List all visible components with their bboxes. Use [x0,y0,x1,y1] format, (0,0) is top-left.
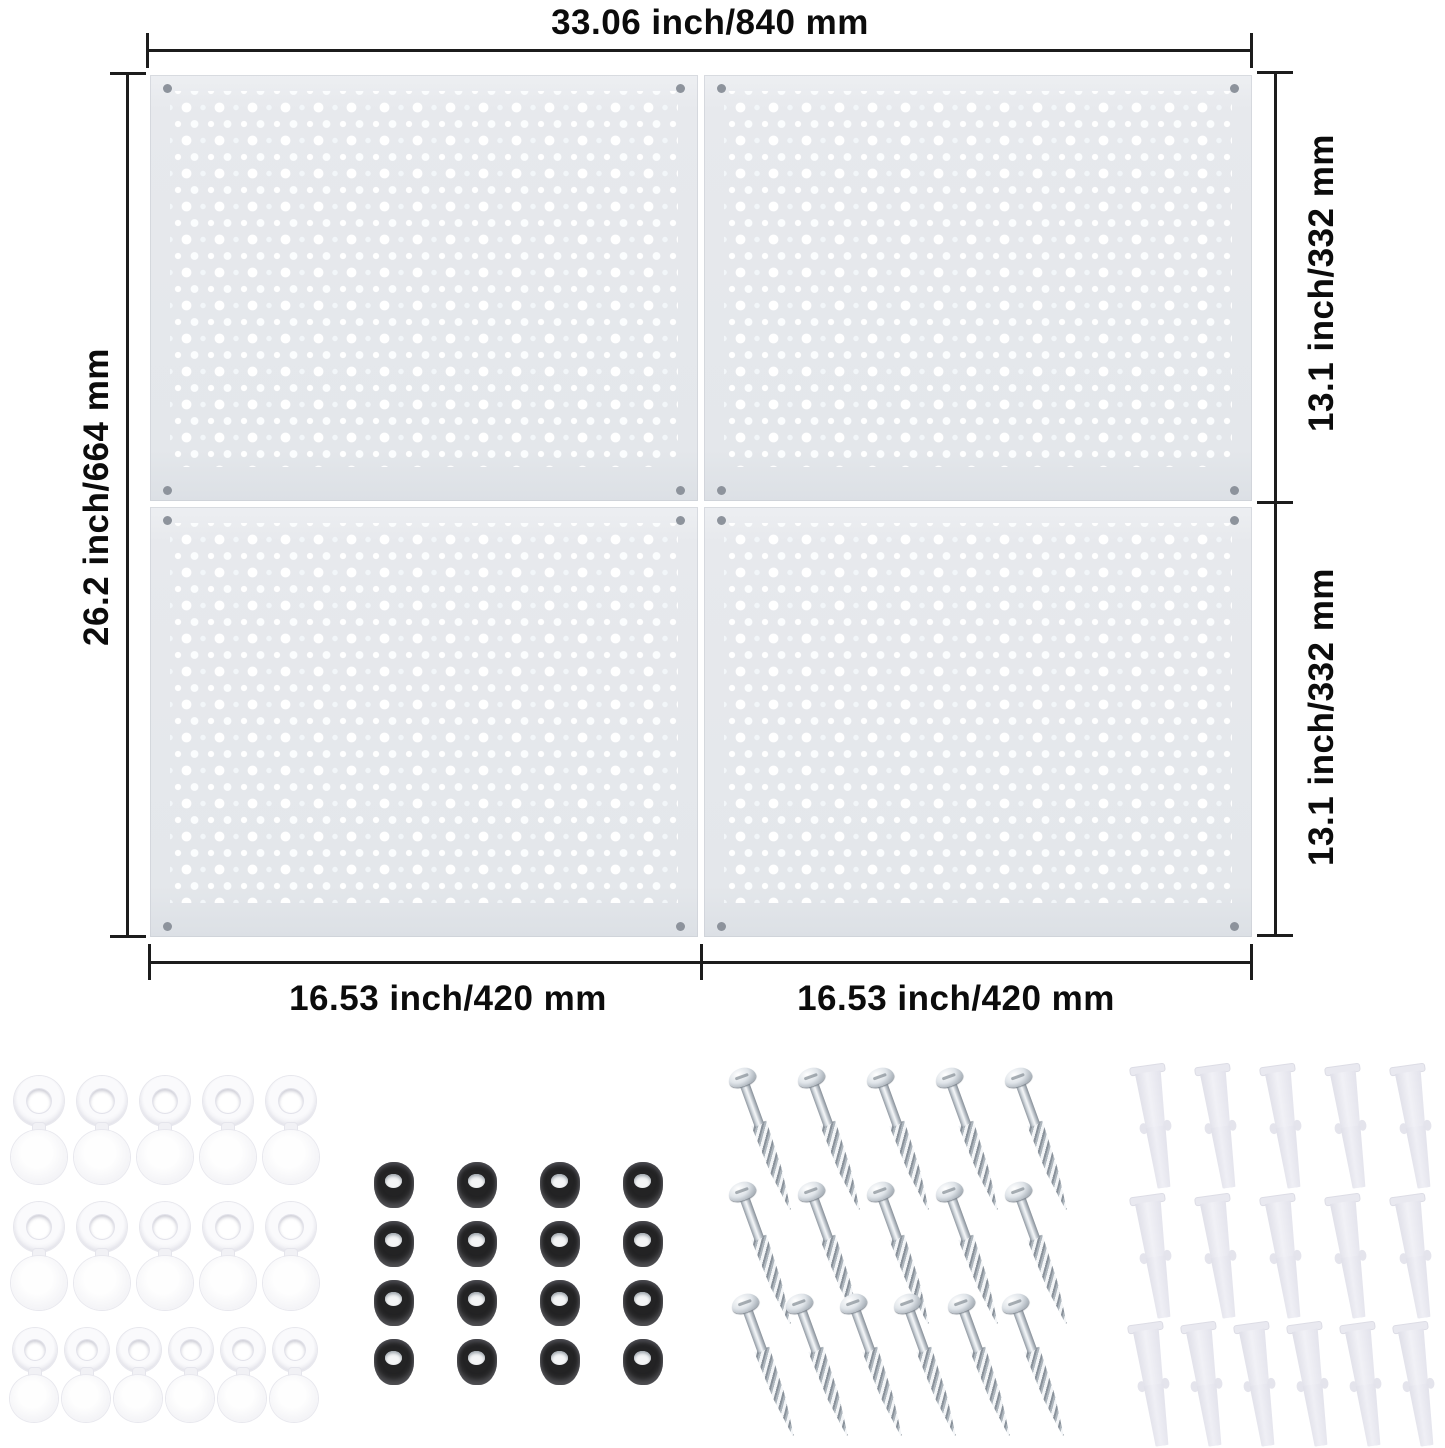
spacer-hole [634,1351,651,1365]
spacer-hole [551,1351,568,1365]
screw-cap-lid [137,1256,193,1310]
screw-head [782,1290,814,1316]
screw-cap [218,1328,268,1422]
spacer [540,1162,580,1208]
screw-cap [199,1202,257,1310]
pegboard-panel-top-right [704,75,1252,501]
mounting-hole [717,922,726,931]
mounting-hole [676,516,685,525]
screw-shank [739,1196,763,1241]
screw-cap [114,1328,164,1422]
mounting-hole [676,486,685,495]
hardware-row [368,1221,668,1267]
peg-hole-grid [724,523,1232,903]
screw-cap-ring [140,1076,190,1126]
screw-cap-lid [263,1256,319,1310]
hardware-row [4,1328,326,1422]
spacer-hole [634,1174,651,1188]
screw-cap-hole [233,1340,253,1360]
left-dimension-line [126,72,129,938]
wall-anchor [1286,1322,1339,1448]
screw-cap-lid [200,1130,256,1184]
top-dimension-line [148,49,1252,52]
screw-cap-ring [65,1328,109,1372]
bottom-dimension-tick-left [148,944,151,980]
wall-anchor [1259,1194,1312,1322]
hardware-row [1112,1324,1444,1448]
mounting-hole [717,84,726,93]
spacer [374,1339,414,1385]
screw-cap-ring [273,1328,317,1372]
anchor-tip [1276,1255,1304,1319]
screw-cap-ring [203,1076,253,1126]
spacer-hole [385,1351,402,1365]
screw-cap [262,1076,320,1184]
screw-shank [739,1082,763,1127]
right-dimension-tick-top [1257,71,1293,74]
peg-hole-grid [170,91,678,467]
screw-head [890,1290,922,1316]
screw-thread [754,1346,801,1438]
screw-cap-hole [279,1089,303,1113]
hardware-row [368,1280,668,1326]
anchor-tip [1196,1383,1224,1447]
anchor-tip [1211,1255,1239,1319]
screw-cap-hole [27,1215,51,1239]
screw-shank [877,1082,901,1127]
screw-cap-lid [62,1375,110,1422]
hardware-row [368,1339,668,1385]
screw-head [725,1178,757,1204]
screw-cap [10,1328,60,1422]
pegboard-panel-top-left [150,75,698,501]
anchor-tip [1146,1255,1174,1319]
wall-anchor [1324,1064,1377,1192]
anchor-tip [1249,1383,1277,1447]
mounting-hole [163,486,172,495]
screw-head [728,1290,760,1316]
screw-cap-hole [181,1340,201,1360]
right-dimension-tick-bottom [1257,934,1293,937]
anchor-tip [1341,1125,1369,1189]
screw-head [998,1290,1030,1316]
wall-anchor [1339,1322,1392,1448]
spacer [540,1280,580,1326]
dimension-label-total-height: 26.2 inch/664 mm [77,348,116,646]
screw-thread [808,1346,855,1438]
screw-cap-ring [14,1202,64,1252]
wall-anchor [1392,1322,1445,1448]
screw-cap-ring [266,1076,316,1126]
dimension-label-panel-height-bottom: 13.1 inch/332 mm [1302,568,1341,866]
anchor-tip [1406,1125,1434,1189]
spacer [457,1221,497,1267]
spacer-hole [634,1292,651,1306]
mounting-hole [163,84,172,93]
wall-anchor [1389,1194,1442,1322]
anchor-tip [1302,1383,1330,1447]
screw-cap [270,1328,320,1422]
spacer-hole [468,1233,485,1247]
screw-cap [73,1076,131,1184]
screw-cap [10,1076,68,1184]
pegboard-panel-bottom-left [150,507,698,937]
screw-cap-hole [216,1089,240,1113]
screw-cap-hole [27,1089,51,1113]
screw-cap-hole [153,1215,177,1239]
screw-head [725,1064,757,1090]
top-dimension-tick-right [1250,33,1253,68]
screw-cap [136,1202,194,1310]
screw-shank [796,1308,820,1353]
screw-head [794,1064,826,1090]
screw-cap-ring [169,1328,213,1372]
spacer [374,1280,414,1326]
dimension-label-panel-width-left: 16.53 inch/420 mm [289,979,607,1018]
anchor-tip [1146,1125,1174,1189]
spacer [623,1162,663,1208]
wall-anchor [1389,1064,1442,1192]
mounting-hole [676,922,685,931]
wall-anchor [1129,1064,1182,1192]
hardware-row [4,1076,326,1184]
screw-cap-lid [11,1130,67,1184]
anchor-tip [1406,1255,1434,1319]
screw-caps-group [4,1062,326,1444]
spacer [540,1221,580,1267]
screw-cap-ring [117,1328,161,1372]
wall-anchor [1194,1064,1247,1192]
anchor-tip [1355,1383,1383,1447]
hardware-row [1112,1066,1444,1190]
dimension-label-panel-height-top: 13.1 inch/332 mm [1302,134,1341,432]
wall-anchor [1194,1194,1247,1322]
right-dimension-tick-middle [1257,501,1293,504]
screw-cap [73,1202,131,1310]
screw-cap-lid [74,1256,130,1310]
anchor-tip [1408,1383,1436,1447]
screw-cap-lid [263,1130,319,1184]
anchor-tip [1276,1125,1304,1189]
screw-shank [808,1082,832,1127]
bottom-dimension-tick-right [1250,944,1253,980]
anchor-tip [1143,1383,1171,1447]
spacer-hole [468,1351,485,1365]
screw-cap [136,1076,194,1184]
screw-shank [1015,1196,1039,1241]
screw-cap [10,1202,68,1310]
screw-cap-ring [266,1202,316,1252]
left-dimension-tick-bottom [110,935,146,938]
mounting-hole [1230,516,1239,525]
screw-cap-ring [13,1328,57,1372]
screw-cap-hole [90,1089,114,1113]
spacer-hole [385,1233,402,1247]
screw-head [932,1178,964,1204]
anchor-body [1185,1328,1219,1387]
dimension-label-panel-width-right: 16.53 inch/420 mm [797,979,1115,1018]
spacer-hole [385,1174,402,1188]
mounting-hole [1230,922,1239,931]
screw-cap-lid [270,1375,318,1422]
screw-cap-ring [221,1328,265,1372]
screw-head [794,1178,826,1204]
screw-shank [958,1308,982,1353]
screw-shank [1015,1082,1039,1127]
spacer [623,1221,663,1267]
spacers-group [368,1162,668,1402]
hardware-row [368,1162,668,1208]
spacer-hole [551,1292,568,1306]
screw-shank [904,1308,928,1353]
wall-anchors-group [1112,1058,1444,1448]
hardware-row [708,1294,1053,1444]
screws-group [708,1058,1053,1448]
screw-cap-ring [77,1202,127,1252]
spacer [623,1339,663,1385]
wall-anchor [1129,1194,1182,1322]
screw-cap-hole [90,1215,114,1239]
spacer [374,1162,414,1208]
screw-cap-ring [14,1076,64,1126]
spacer-hole [468,1174,485,1188]
screw-head [1001,1064,1033,1090]
screw-shank [850,1308,874,1353]
screw-shank [1012,1308,1036,1353]
screw-cap-lid [166,1375,214,1422]
screw-cap-hole [153,1089,177,1113]
right-dimension-line [1274,72,1277,937]
screw-cap-hole [216,1215,240,1239]
top-dimension-tick-left [146,33,149,68]
hardware-row [1112,1196,1444,1320]
spacer [374,1221,414,1267]
screw-cap-hole [77,1340,97,1360]
mounting-hole [1230,84,1239,93]
mounting-hole [717,516,726,525]
spacer-hole [634,1233,651,1247]
screw-cap-lid [218,1375,266,1422]
screw-cap-lid [114,1375,162,1422]
screw-cap-lid [200,1256,256,1310]
screw-cap-lid [10,1375,58,1422]
screw-head [863,1178,895,1204]
screw-thread [862,1346,909,1438]
wall-anchor [1180,1322,1233,1448]
mounting-hole [163,516,172,525]
mounting-hole [163,922,172,931]
screw-thread [916,1346,963,1438]
spacer-hole [551,1174,568,1188]
screw-shank [946,1082,970,1127]
screw-head [863,1064,895,1090]
screw-head [944,1290,976,1316]
anchor-body [1344,1328,1378,1387]
bottom-dimension-tick-middle [700,944,703,980]
anchor-body [1238,1328,1272,1387]
screw-thread [970,1346,1017,1438]
screw-head [932,1064,964,1090]
screw-cap-hole [129,1340,149,1360]
mounting-hole [717,486,726,495]
spacer [540,1339,580,1385]
anchor-tip [1341,1255,1369,1319]
screw-shank [877,1196,901,1241]
pegboard-panel-bottom-right [704,507,1252,937]
spacer-hole [551,1233,568,1247]
screw-cap-lid [137,1130,193,1184]
screw-cap [199,1076,257,1184]
screw-cap-lid [11,1256,67,1310]
screw-cap-ring [77,1076,127,1126]
dimension-label-total-width: 33.06 inch/840 mm [551,3,869,42]
left-dimension-tick-top [110,72,146,75]
spacer [623,1280,663,1326]
screw-cap-hole [25,1340,45,1360]
spacer [457,1339,497,1385]
screw-shank [946,1196,970,1241]
anchor-body [1397,1328,1431,1387]
screw-cap-hole [279,1215,303,1239]
spacer [457,1162,497,1208]
screw-cap [262,1202,320,1310]
hardware-row [4,1202,326,1310]
screw-cap [166,1328,216,1422]
peg-hole-grid [170,523,678,903]
mounting-hole [676,84,685,93]
anchor-tip [1211,1125,1239,1189]
wall-anchor [1259,1064,1312,1192]
spacer [457,1280,497,1326]
screw-cap-hole [285,1340,305,1360]
spacer-hole [385,1292,402,1306]
anchor-body [1132,1328,1166,1387]
screw-head [836,1290,868,1316]
screw-thread [1024,1346,1071,1438]
anchor-body [1291,1328,1325,1387]
spacer-hole [468,1292,485,1306]
screw-cap-lid [74,1130,130,1184]
wall-anchor [1233,1322,1286,1448]
peg-hole-grid [724,91,1232,467]
screw-cap-ring [203,1202,253,1252]
screw-cap-ring [140,1202,190,1252]
mounting-hole [1230,486,1239,495]
wall-anchor [1324,1194,1377,1322]
screw-head [1001,1178,1033,1204]
screw-shank [742,1308,766,1353]
wall-anchor [1127,1322,1180,1448]
screw-cap [62,1328,112,1422]
screw-shank [808,1196,832,1241]
